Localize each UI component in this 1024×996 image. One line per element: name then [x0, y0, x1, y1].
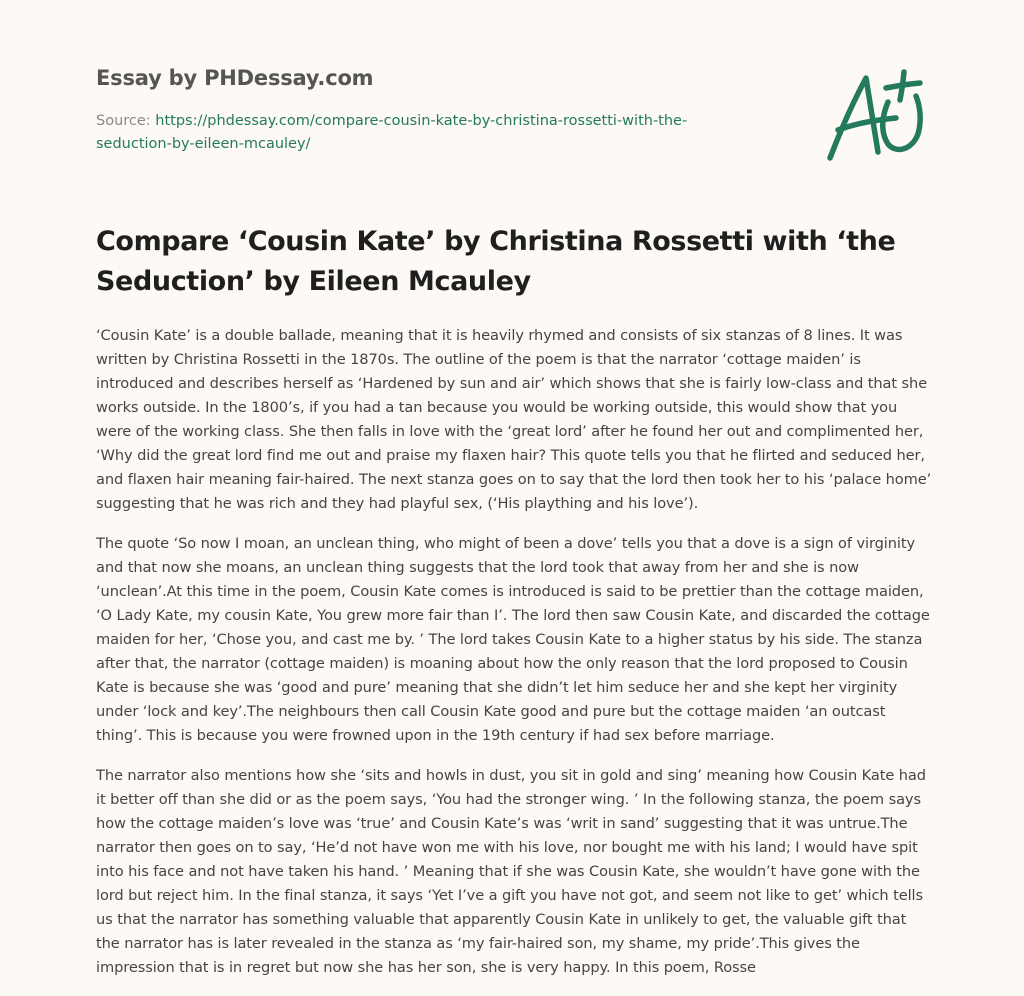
essay-paragraph: ‘Cousin Kate’ is a double ballade, meaning that it is heavily rhymed and consists of six stanzas of 8 lines. It was written by Christina Rossetti in the 1870s. The outline of the poem is that the narrator ‘cottage maiden’ is introduced and describes herself as ‘Hardened by sun and air’ which shows that she is fairly low-class and that she works outside. In the 1800’s, if you had a tan because you would be working outside, this would show that you were of the working class. She then falls in love with the ‘great lord’ after he found her out and complimented her, ‘Why did the great lord find me out and praise my flaxen hair? This quote tells you that he flirted and seduced her, and flaxen hair meaning fair-haired. The next stanza goes on to say that the lord then took her to his ‘palace home’ suggesting that he was rich and they had playful sex, (‘His plaything and his love’). — [96, 327, 932, 512]
a-plus-grade-icon — [822, 66, 928, 166]
source-link-line-1[interactable]: https://phdessay.com/compare-cousin-kate-by-christina-rossetti-with-the- — [155, 113, 688, 129]
essay-paragraph: The quote ‘So now I moan, an unclean thing, who might of been a dove’ tells you that a dove is a sign of virginity and that now she moans, an unclean thing suggests that the lord took that away from her and she is now ‘unclean’.At this time in the poem, Cousin Kate comes is introduced is said to be prettier than the cottage maiden, ‘O Lady Kate, my cousin Kate, You grew more fair than I’. The lord then saw Cousin Kate, and discarded the cottage maiden for her, ‘Chose you, and cast me by. ’ The lord takes Cousin Kate to a higher status by his side. The stanza after that, the narrator (cottage maiden) is moaning about how the only reason that the lord proposed to Cousin Kate is because she was ‘good and pure’ meaning that she didn’t let him seduce her and she kept her virginity under ‘lock and key’.The neighbours then call Cousin Kate good and pure but the cottage maiden ‘an outcast thing’. This is because you were frowned upon in the 19th century if had sex before marriage. — [96, 535, 930, 744]
source-link-line-2[interactable]: seduction-by-eileen-mcauley/ — [96, 136, 311, 152]
essay-body — [96, 324, 932, 996]
source-line — [96, 110, 716, 156]
site-brand: Essay by PHDessay.com — [96, 66, 374, 90]
essay-title: Compare ‘Cousin Kate’ by Christina Rossetti with ‘the Seduction’ by Eileen Mcauley — [96, 226, 896, 297]
page-header — [96, 62, 716, 156]
source-link[interactable] — [96, 113, 687, 152]
essay-paragraph: The narrator also mentions how she ‘sits and howls in dust, you sit in gold and sing’ meaning how Cousin Kate had it better off than she did or as the poem says, ‘You had the stronger wing. ’ In the following stanza, the poem says how the cottage maiden’s love was ‘true’ and Cousin Kate’s was ‘writ in sand’ suggesting that it was untrue.The narrator then goes on to say, ‘He’d not have won me with his love, nor bought me with his land; I would have spit into his face and not have taken his hand. ’ Meaning that if she was Cousin Kate, she wouldn’t have gone with the lord but reject him. In the final stanza, it says ‘Yet I’ve a gift you have not got, and seem not like to get’ which tells us that the narrator has something valuable that apparently Cousin Kate in unlikely to get, the valuable gift that the narrator has is later revealed in the stanza as ‘my fair-haired son, my shame, my pride’.This gives the impression that is in regret but now she has her son, she is very happy. In this poem, Rosse — [96, 767, 926, 976]
source-label: Source: — [96, 113, 156, 129]
